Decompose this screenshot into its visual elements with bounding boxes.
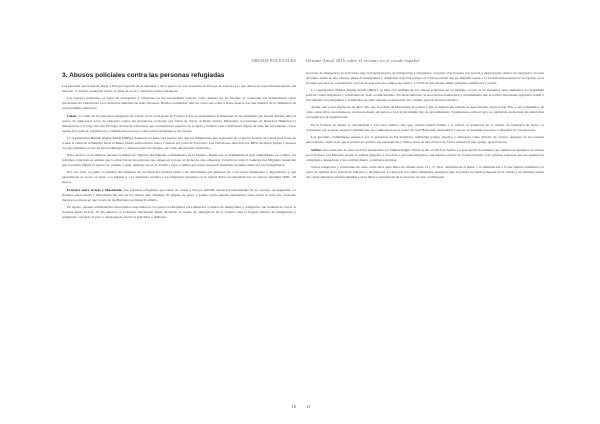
- paragraph-lead: Serbia.: [311, 147, 322, 152]
- paragraph: [62, 136, 296, 151]
- paragraph-text: Los guardias, visiblemente molestos por la presencia de los detenidos, utilizaban golpes, insultos y amenazas como método de control. Algunos de los jóvenes entrevistados explicaron que la policía les quitaba sus pertenencias y dinero antes de devolverlos de forma sumaria al lado griego de la frontera.: [306, 134, 544, 144]
- paragraph: [306, 105, 544, 120]
- paragraph-text: Las personas refugiadas que tratan de cruzar a Europa también sufren las brutalidades de los cuerpos de seguridad. La frontera entre Grecia y Macedonia fue uno de los puntos más calientes. El empleo de gases y golpes contra quienes intentaban cruzar hacia el norte fue constante durante los meses en que la ruta de los Balcanes permaneció abierta.: [62, 188, 296, 203]
- section-heading: 3. Abusos policiales contra las personas refugiadas: [62, 72, 225, 79]
- paragraph-text: el estado de emergencia en la frontera ante la llegada masiva de inmigrantes y refugiados, cerrando el la frontera con Grecia y desplegando centros de refugiados en zona de nadie. Antes de ello cientos, miles de inmigrantes y refugiados lograron romper el cordón policial que les impedía cruzar a la localidad macedonia de Gevgelija, en la frontera con Grecia, e intentaban a través de esta zona de campos de cultivo. La Policía macedonia utilizó granadas aturdidoras y porras.: [306, 71, 544, 85]
- running-head: Informe Anual 2016 sobre el racismo en el estado español: [306, 58, 420, 63]
- left-page: [62, 0, 296, 424]
- text-column: [62, 72, 296, 223]
- paragraph: [306, 165, 544, 180]
- paragraph: [306, 123, 544, 133]
- paragraph-text: La organización Human Rights Watch (HRW), denunció en enero del pasado año que los inmigrantes que esperaban en el puerto francés de Calais para tratar de cruzar el canal de la Mancha hacia el Reino Unido sufren malos tratos y abusos por parte de la policía. Las violaciones descritas por HRW incluyen golpes y ataques con gas pimienta, el uso de gas lacrimógeno y destrucciones de refugios, así como detenciones arbitrarias.: [62, 135, 296, 150]
- paragraph-text: En la frontera de Ayuba se encontraban a sólo unos metros, ella que, cuando intentó llamar a la policía, la golpearon en la cabeza. Al intentarlo de nuevo, la arrastraron por el suelo. Aseguró también que las condiciones en el centro de Gazi Baba eran deplorables y que no se permitía el acceso a abogados ni a traductores.: [306, 122, 544, 132]
- paragraph-text: Varios refugiados y solicitantes de asilo, entre ellos siete niños de edades entre 13 y 17 años, describieron el abuso y la intimidación a la que fueron sometidos por parte de agentes de la policía en Subotica y alrededores. La mayoría son niños refugiados. Aseguran que la policía les había golpeado en la cabeza y en distintas partes del cuerpo mientras estaban detenidos en la fábrica abandonada de la estación de tren, en Belgrado.: [306, 164, 544, 179]
- right-page: [306, 0, 544, 424]
- paragraph: [306, 135, 544, 145]
- paragraph-lead: Frontera entre Grecia y Macedonia.: [67, 188, 123, 193]
- paragraph: [62, 96, 296, 111]
- paragraph: [62, 170, 296, 185]
- paragraph-text: Otra situación de abuso policial denunciada por Human Rights Watch se dio en 2016 en Serbia. La Asociación documentó que numerosos ejemplos de abusos en la frontera con Hungría, donde la policía golpeaba y devolvía a personas migrantes que habían cruzado de forma irregular. Las víctimas relataron que los agentes les obligaban a desnudarse y les robaban dinero y teléfonos móviles.: [306, 147, 544, 162]
- paragraph: [306, 148, 544, 163]
- paragraph: [62, 205, 296, 220]
- paragraph-text: Ayuba, una joven afgana de 16 años, dijo que la policía de Macedonia la golpeó y que la dejaron sin comida ni agua durante varias horas. Ella y sus compañeros de viaje, entre ellos otros menores, acabaron siendo devueltos a Grecia sin ningún tipo de procedimiento. Testimonios como el suyo se repitieron en decenas de entrevistas recogidas por la organización.: [306, 105, 544, 120]
- paragraph: [62, 84, 296, 94]
- paragraph: [62, 114, 296, 134]
- text-column: [306, 71, 544, 182]
- paragraph-text: La crisis de las personas refugiadas en Calais, en la costa norte de Francia y que es atentamente la intención de las entidades que fueron durante años el centro de numerosos actos de violencia contra sus moradores, personas que tratan de cruzar al Reino Unido. Diferentes asociaciones de Derechos Humanos lo denunciaron a lo largo del año. En lugar de buscar soluciones que contemplaran aspectos de acogida y facilitar unas condiciones dignas de vida, las autoridades, con la ayuda de la policía, legalizaron y confirmaron procesos contra estos ciudadanos y sus bienes.: [62, 113, 296, 133]
- paragraph: [306, 71, 544, 86]
- page-number: 10: [291, 404, 296, 409]
- paragraph-text: Por otro lado, en junio, la Oficina del Defensor de los Derechos francés pidió a las autoridades que pusieran fin a los tratos inhumanos y degradantes, y que garantizaran el acceso al agua, a la higiene y a la asistencia jurídica a los migrantes presentes en la región. Estas recomendaciones no fueron atendidas (ERL, 28 enero).: [62, 170, 296, 185]
- running-head: ABUSOS POLICIALES: [251, 58, 296, 63]
- page-number: 11: [306, 404, 311, 409]
- paragraph-text: Las personas que tratan de llegar a Europa huyendo de la amenaza o de la guerra no son aceptadas en Europa de acuerdo a lo que dictan las leyes internacionales del derecho. Y cuando consiguen entrar, el nivel de acoso y maltrato resulta alarmante.: [62, 83, 296, 93]
- paragraph-list: [62, 84, 296, 221]
- paragraph-text: La organización Human Rights Watch (HRW), se hizo eco también de los abusos policiales en su informe «Como si no fuéramos seres humanos: La brutalidad policial contra migrantes y solicitantes de asilo en Macedonia». En dicho Informe, la Asociación denunciaba y documentaba que la policía macedonia golpeaba verbal y físicamente a los migrantes y solicitantes de asilo durante su detención, sin comida, agua ni atención médica.: [306, 88, 544, 103]
- paragraph-text: Los cuerpos policiales, en lugar de protegerlas y calcularse en sus necesidades básicas, como debería ser su función, se ocasionan sus demandantes sobre ejecutantes de violaciones a los derechos humanos de estas personas. Hechos tremendos, que los casos que sobre a la luz apenas son una muestra de la dimensión de este problema silenciado.: [62, 95, 296, 110]
- paragraph-text: En agosto, agentes antidisturbios macedonios respondieron con gases lacrimógenos para dispersar a cientos de inmigrantes y refugiados que trataban de cruzar la frontera desde Grecia. El día anterior, el Gobierno macedonio había declarado el estado de emergencia en la frontera ante la llegada masiva de inmigrantes y refugiados, cerrando el paso y desplegando efectivos policiales y militares.: [62, 205, 296, 220]
- paragraph-lead: Calais.: [67, 113, 78, 118]
- paragraph: [62, 153, 296, 168]
- paragraph: [62, 188, 296, 203]
- paragraph-list: [306, 71, 544, 180]
- paragraph-text: Estos hechos se produjeron durante el tiempo de vigencia del llamado «campamento de la Jungla». Desde que se desmanteló el gran campamento en octubre, los informes coinciden en señalar que la situación de las personas que siguen en la zona no ha hecho sino empeorar. Colectivos como L'Auberge des Migrants denuncian que la policía impide el reparto de comida y agua, destruye sacos de dormir y ropa, y utiliza gas contra personas dormidas, incluidos menores no acompañados.: [62, 153, 296, 168]
- paragraph: [306, 88, 544, 103]
